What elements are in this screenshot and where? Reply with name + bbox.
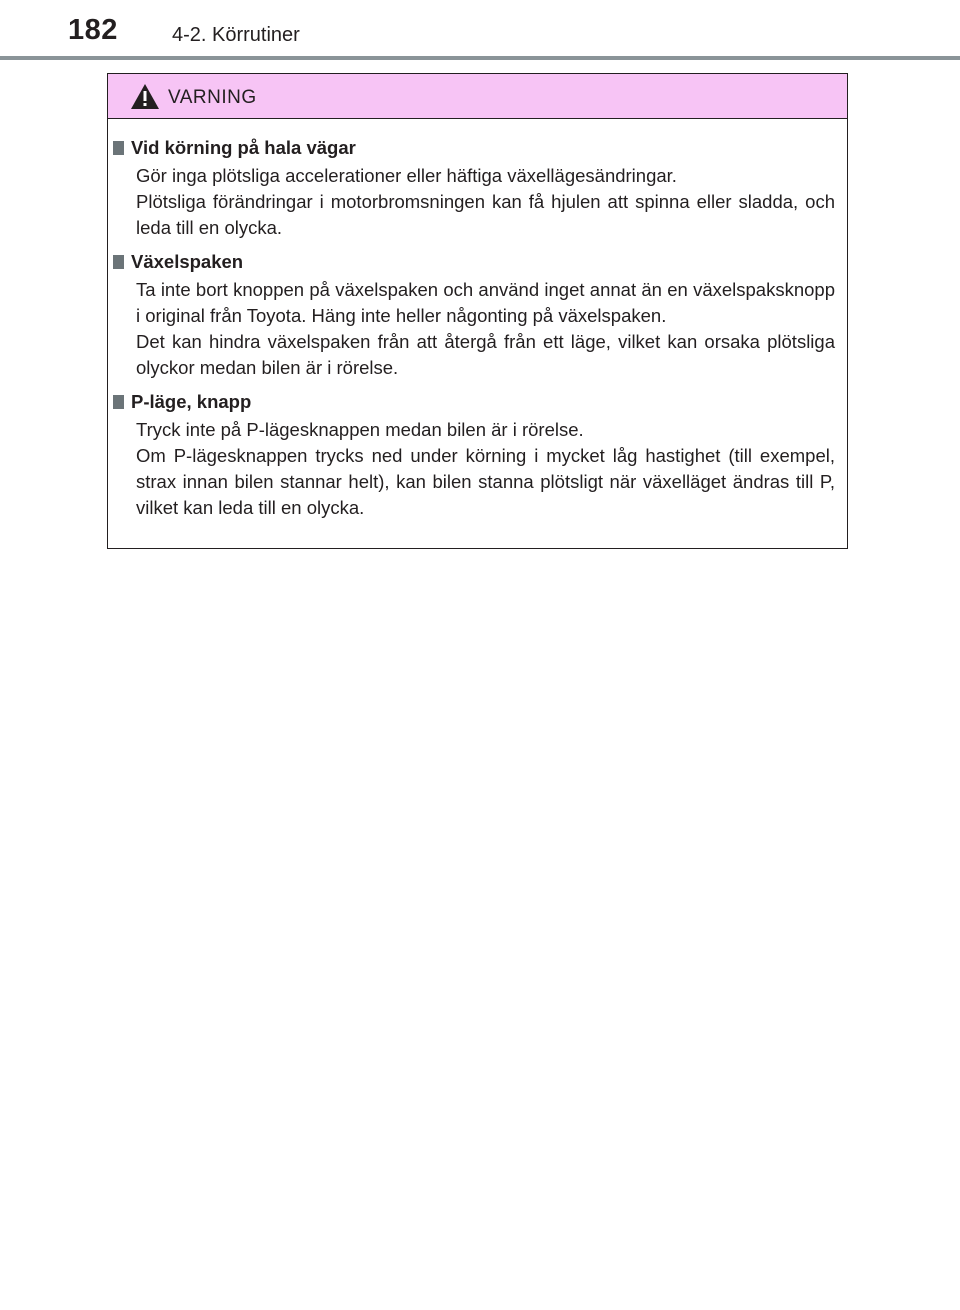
square-bullet-icon xyxy=(113,395,124,409)
item-paragraph: Det kan hindra växelspaken från att återgå från ett läge, vilket kan orsaka plötsliga olyckor medan bilen är i rörelse. xyxy=(136,331,835,378)
warning-header xyxy=(108,74,847,119)
item-paragraph: Plötsliga förändringar i motorbromsningen kan få hjulen att spinna eller sladda, och leda till en olycka. xyxy=(136,191,835,238)
page-header xyxy=(0,0,960,62)
item-title: Växelspaken xyxy=(131,251,244,272)
item-title: P-läge, knapp xyxy=(131,391,252,412)
warning-item-shift-lever xyxy=(113,247,835,381)
square-bullet-icon xyxy=(113,141,124,155)
section-title: 4-2. Körrutiner xyxy=(172,24,300,46)
item-paragraph: Om P-lägesknappen trycks ned under körning i mycket låg hastighet (till exempel, strax innan bilen stannar helt), kan bilen stanna plötsligt när växelläget ändras till P, vilket kan leda till en olycka. xyxy=(136,445,835,518)
warning-label: VARNING xyxy=(168,87,257,108)
header-rule xyxy=(0,56,960,60)
page-number: 182 xyxy=(68,14,118,46)
item-paragraph: Ta inte bort knoppen på växelspaken och använd inget annat än en växelspaksknopp i original från Toyota. Häng inte heller någonting på växelspaken. xyxy=(136,279,835,326)
item-title: Vid körning på hala vägar xyxy=(131,137,356,158)
item-paragraph: Gör inga plötsliga accelerationer eller häftiga växellägesändringar. xyxy=(136,165,677,186)
warning-triangle-icon xyxy=(130,83,160,110)
warning-item-p-position-switch xyxy=(113,387,835,521)
item-paragraph: Tryck inte på P-lägesknappen medan bilen är i rörelse. xyxy=(136,419,584,440)
warning-body xyxy=(108,119,847,521)
warning-box xyxy=(107,73,848,549)
warning-item-slippery-roads xyxy=(113,133,835,241)
square-bullet-icon xyxy=(113,255,124,269)
